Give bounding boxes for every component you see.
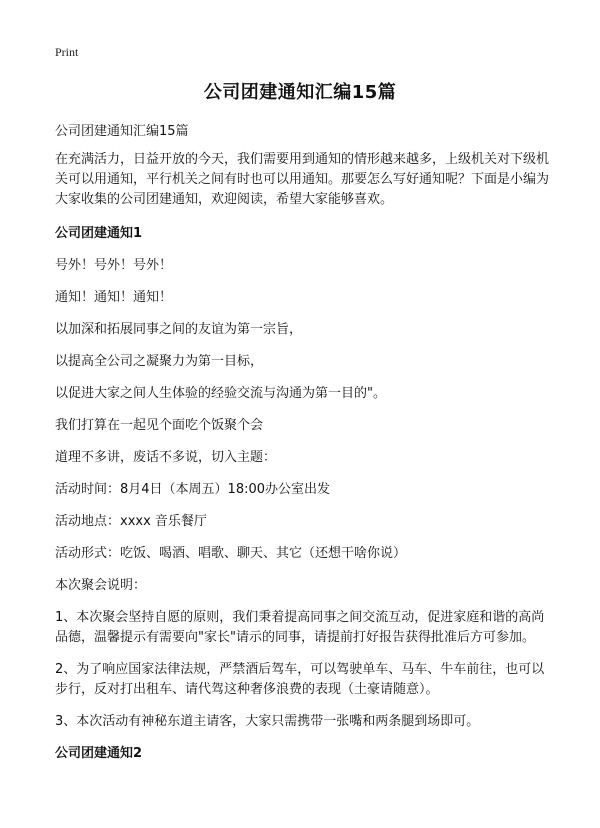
notice-line: 以促进大家之间人生体验的经验交流与沟通为第一目的"。	[55, 386, 386, 401]
notice-line: 以加深和拓展同事之间的友谊为第一宗旨，	[55, 322, 303, 337]
note-item-2: 2、为了响应国家法律法规，严禁酒后驾车，可以驾驶单车、马车、牛车前往，也可以步行，反对打出租车、请代驾这种奢侈浪费的表现（土豪请随意）。	[55, 662, 545, 697]
section-heading-1: 公司团建通知1	[55, 226, 143, 241]
notice-line: 以提高全公司之凝聚力为第一目标，	[55, 354, 264, 369]
notice-line: 通知！通知！通知！	[55, 290, 173, 305]
document-body	[55, 122, 550, 776]
note-item-3: 3、本次活动有神秘东道主请客，大家只需携带一张嘴和两条腿到场即可。	[55, 714, 480, 729]
document-title: 公司团建通知汇编15篇	[203, 82, 397, 103]
document-subtitle: 公司团建通知汇编15篇	[55, 124, 189, 139]
intro-paragraph: 在充满活力，日益开放的今天，我们需要用到通知的情形越来越多，上级机关对下级机关可以用通知，平行机关之间有时也可以用通知。那要怎么写好通知呢？下面是小编为大家收集的公司团建通知，欢迎阅读，希望大家能够喜欢。	[55, 152, 550, 207]
notes-heading: 本次聚会说明：	[55, 578, 147, 593]
event-location: 活动地点：xxxx 音乐餐厅	[55, 514, 207, 529]
section-heading-2: 公司团建通知2	[55, 746, 143, 761]
notice-line: 我们打算在一起见个面吃个饭聚个会	[55, 418, 264, 433]
notice-line: 号外！号外！号外！	[55, 258, 173, 273]
event-format: 活动形式：吃饭、喝酒、唱歌、聊天、其它（还想干啥你说）	[55, 546, 407, 561]
notice-line: 道理不多讲，废话不多说，切入主题：	[55, 450, 277, 465]
print-label[interactable]: Print	[55, 45, 79, 59]
event-time: 活动时间：8月4日（本周五）18:00办公室出发	[55, 482, 331, 497]
note-item-1: 1、本次聚会坚持自愿的原则，我们秉着提高同事之间交流互动，促进家庭和谐的高尚品德，温馨提示有需要向"家长"请示的同事，请提前打好报告获得批准后方可参加。	[55, 610, 545, 645]
